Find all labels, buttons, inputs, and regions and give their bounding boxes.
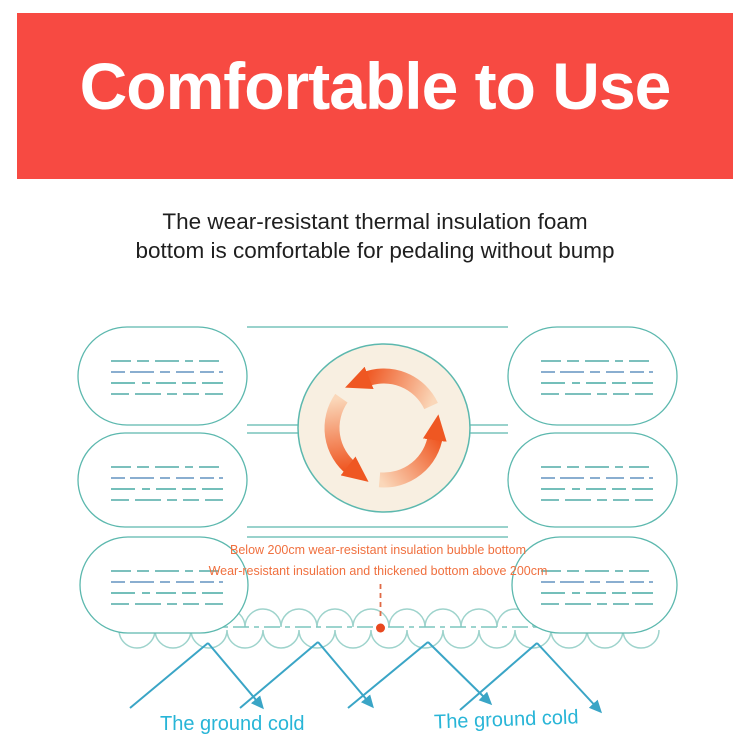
subtitle-line-1: The wear-resistant thermal insulation foam — [162, 209, 588, 234]
page-title: Comfortable to Use — [79, 49, 671, 123]
foam-pod — [78, 327, 247, 425]
caption-line-2: Wear-resistant insulation and thickened bottom above 200cm — [208, 564, 548, 578]
ground-cold-label-left: The ground cold — [160, 713, 305, 735]
insulation-caption — [0, 540, 750, 582]
cold-reflection-arrows-icon — [130, 642, 600, 711]
depth-marker — [376, 584, 385, 633]
subtitle-line-2: bottom is comfortable for pedaling without bump — [135, 238, 615, 263]
caption-line-1: Below 200cm wear-resistant insulation bubble bottom — [230, 543, 526, 557]
depth-marker-dot — [376, 624, 385, 633]
ground-cold-label-right: The ground cold — [433, 706, 579, 734]
foam-pod — [508, 327, 677, 425]
foam-pod — [78, 433, 247, 527]
foam-pod — [508, 433, 677, 527]
